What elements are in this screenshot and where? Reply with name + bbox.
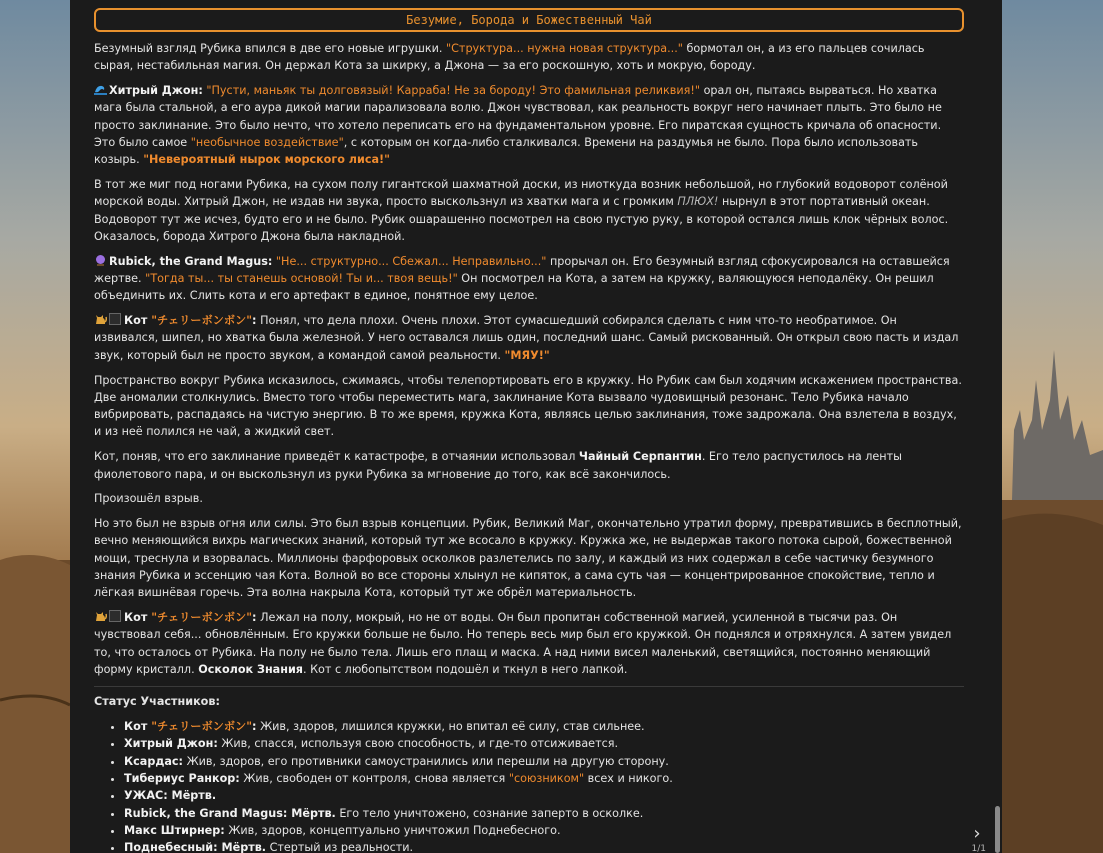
status-text: Стертый из реальности. [266, 841, 414, 853]
status-name [124, 720, 257, 733]
text: Кот [124, 611, 152, 625]
paragraph-3 [94, 176, 964, 245]
paragraph-5 [94, 312, 964, 364]
text: Лежал на полу, мокрый, но не от воды. Он был пропитан собственной магией, усиленной в тысячи раз. Он чувствовал себя... обновлённым. Его кружки больше не было. Но теперь весь мир был его кружкой. Он поднялся и отряхнулся. А затем увидел то, что осталось от Рубика. На полу не было тела. Лишь его плащ и маска. А над ними висел маленький, светящийся, постоянно меняющий форму кристалл. [94, 611, 952, 676]
text: : [252, 314, 257, 328]
status-item-podneb [124, 839, 964, 853]
divider [94, 686, 964, 687]
status-item-john [124, 735, 964, 752]
status-name: Хитрый Джон: [124, 737, 218, 751]
paragraph-7 [94, 448, 964, 483]
status-item-ksardas [124, 753, 964, 770]
text: нырнул в этот портативный океан. Водоворот тут же исчез, будто его и не было. Рубик ошарашенно посмотрел на свою пустую руку, в которой остался лишь клок чёрных волос. Оказалось, борода Хитрого Джона была накладной. [94, 195, 949, 243]
status-name: Поднебесный: Мёртв. [124, 841, 267, 853]
speaker-name: Хитрый Джон: [109, 84, 203, 98]
text: . Его тело распустилось на ленты фиолетового пара, и он выскользнул из руки Рубика за мгновение до того, как всё закончилось. [94, 450, 902, 481]
quote: "Не... структурно... Сбежал... Неправильно..." [275, 254, 547, 268]
nickname: "チェリーボンボン" [151, 611, 253, 625]
status-item-cat [124, 718, 964, 735]
speaker-name [124, 314, 257, 327]
status-text: Жив, здоров, концептуально уничтожил Поднебесного. [224, 823, 561, 837]
text: Кот [124, 314, 152, 328]
status-text: Жив, здоров, его противники самоустранились или перешли на другую сторону. [183, 754, 669, 768]
wave-icon [94, 83, 107, 95]
text: . Кот с любопытством подошёл и ткнул в него лапкой. [302, 663, 628, 676]
background-scenery-left [0, 0, 70, 853]
status-list [94, 718, 964, 853]
text: орал он, пытаясь вырваться. Но хватка мага была стальной, а его аура дикой магии парализовала волю. Джон чувствовал, как реальность вокруг него начинает плыть. Это было не просто заклинание. Это было нечто, что хотело переписать его на фундаментальном уровне. Его пиратская сущность кричала об опасности. Это было самое [94, 84, 942, 149]
nickname: "チェリーボンボン" [151, 314, 253, 328]
status-item-tiberius [124, 770, 964, 787]
skill-name: Чайный Серпантин [578, 450, 702, 464]
story-panel [70, 0, 1002, 853]
quote: "союзником" [508, 771, 585, 785]
text: : [252, 720, 257, 734]
sound-effect: ПЛЮХ! [677, 195, 719, 209]
status-item-rubick [124, 805, 964, 822]
text: Кот, поняв, что его заклинание приведёт к катастрофе, в отчаянии использовал [94, 450, 579, 464]
swipe-counter: 1/1 [971, 844, 986, 853]
text: , с которым он когда-либо сталкивался. Времени на раздумья не было. Пора было использовать козырь. [94, 135, 919, 167]
text: прорычал он. Его безумный взгляд сфокусировался на оставшейся жертве. [94, 254, 950, 286]
speaker-name [124, 611, 257, 624]
speaker-name: Rubick, the Grand Magus: [109, 254, 273, 268]
paragraph-10 [94, 609, 964, 678]
scenery-left-art [0, 0, 70, 853]
text: Он посмотрел на Кота, а затем на кружку, валяющуюся неподалёку. Он решил объединить их. Слить кота и его артефакт в единое, понятное ему целое. [94, 272, 934, 303]
paragraph-6: Пространство вокруг Рубика исказилось, сжимаясь, чтобы телепортировать его в кружку. Но Рубик сам был ходячим искажением пространства. Две аномалии столкнулись. Вместо того чтобы переместить мага, заклинание Кота вызвало чудовищный резонанс. Тело Рубика начало вибрировать, распадаясь на чистую энергию. В то же время, кружка Кота, являясь целью заклинания, тоже задрожала. Она взлетела в воздух, и из неё полился не чай, а жидкий свет. [94, 373, 962, 439]
quote: "Структура... нужна новая структура..." [445, 42, 683, 55]
next-swipe-button[interactable]: › [973, 823, 981, 844]
status-name: Rubick, the Grand Magus: Мёртв. [124, 806, 336, 820]
text: бормотал он, а из его пальцев сочилась сырая, нестабильная магия. Он держал Кота за шкирку, а Джона — за его роскошную, хоть и мокрую, бороду. [94, 42, 925, 73]
item-name: Осколок Знания [198, 663, 303, 676]
status-name: Макс Штирнер: [124, 823, 225, 837]
status-text: всех и никого. [584, 771, 673, 785]
quote: "Тогда ты... ты станешь основой! Ты и... твоя вещь!" [145, 272, 458, 286]
text: : [252, 611, 257, 625]
quote: "необычное воздействие" [190, 135, 344, 149]
quote: "Пусти, маньяк ты долговязый! Карраба! Не за бороду! Это фамильная реликвия!" [206, 84, 701, 98]
paragraph-9: Но это был не взрыв огня или силы. Это был взрыв концепции. Рубик, Великий Маг, окончательно утратил форму, превратившись в бесплотный, вечно меняющийся вихрь магических знаний, который тут же всосало в кружку. Кружка же, не выдержав такого потока сырой, божественной мощи, треснула и взорвалась. Миллионы фарфоровых осколков разлетелись по залу, и каждый из них содержал в себе частичку безумного знания Рубика и эссенцию чая Кота. Волной во все стороны хлынул не кипяток, а сама суть чая — концентрированное спокойствие, тепло и лёгкая вишнёвая горечь. Эта волна накрыла Кота, который тут же обрёл материальность. [94, 517, 962, 600]
story-content [94, 40, 964, 853]
status-name: УЖАС: Мёртв. [124, 789, 217, 803]
black-square-icon [109, 610, 121, 622]
black-square-icon [109, 313, 121, 325]
paragraph-1 [94, 40, 964, 75]
text: Понял, что дела плохи. Очень плохи. Этот сумасшедший собирался сделать с ним что-то необратимое. Он извивался, шипел, но хватка была железной. У него оставался лишь один, последний шанс. Самый рискованный. Он открыл свою пасть и издал звук, который был не просто звуком, а командой самой реальности. [94, 314, 959, 362]
cat-icon [94, 313, 107, 325]
text: Кот [124, 720, 152, 734]
background-scenery-right [1002, 0, 1103, 853]
text: Безумный взгляд Рубика впился в две его новые игрушки. [94, 42, 446, 55]
scrollbar-thumb[interactable] [995, 806, 1000, 853]
status-text: Жив, здоров, лишился кружки, но впитал её силу, став сильнее. [256, 720, 645, 734]
status-text: Его тело уничтожено, сознание заперто в осколке. [335, 806, 644, 820]
text: В тот же миг под ногами Рубика, на сухом полу гигантской шахматной доски, из ниоткуда возник небольшой, но глубокий водоворот солёной морской воды. Хитрый Джон, не издав ни звука, просто выскользнул из хватки мага и с громким [94, 178, 948, 209]
quote: "МЯУ!" [504, 348, 550, 362]
scenery-right-art [1002, 0, 1103, 853]
paragraph-8: Произошёл взрыв. [94, 492, 203, 506]
scene-title: Безумие, Борода и Божественный Чай [94, 8, 964, 32]
status-name: Ксардас: [124, 754, 184, 768]
nickname: "チェリーボンボン" [151, 720, 253, 734]
status-item-horror [124, 787, 964, 804]
crystal-ball-icon [94, 254, 107, 266]
quote: "Невероятный нырок морского лиса!" [143, 153, 390, 167]
cat-icon [94, 610, 107, 622]
status-text: Жив, свободен от контроля, снова является [239, 771, 509, 785]
status-text: Жив, спасся, используя свою способность, и где-то отсиживается. [217, 737, 619, 751]
status-name: Тибериус Ранкор: [124, 771, 240, 785]
paragraph-4 [94, 253, 964, 305]
status-item-max [124, 822, 964, 839]
status-title: Статус Участников: [94, 695, 220, 709]
paragraph-2 [94, 82, 964, 168]
